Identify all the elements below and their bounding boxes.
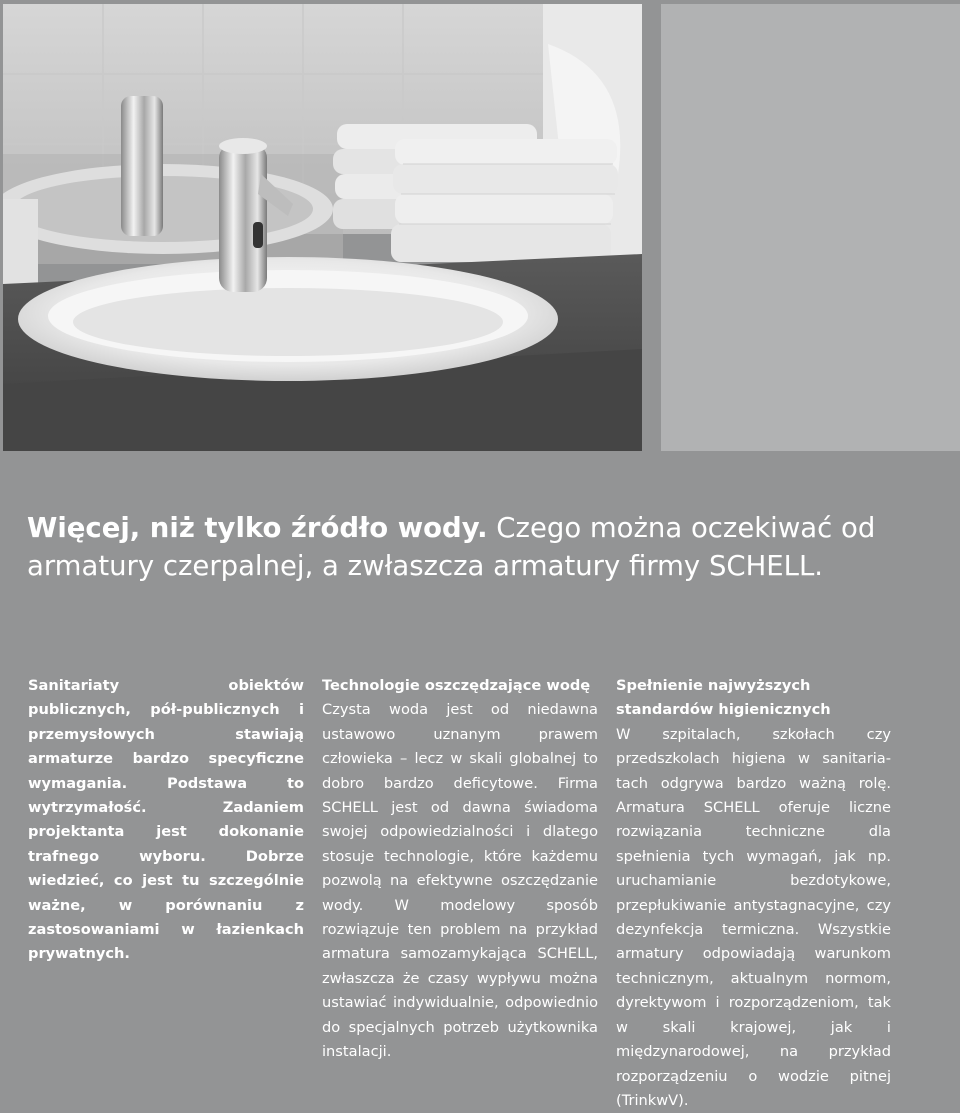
hygiene-title-line2: standardów higienicznych bbox=[616, 701, 831, 719]
hygiene-text: W szpitalach, szkołach czy przedszkolach higiena w sanitariatach odgrywa bardzo ważną rolę. Armatura SCHELL oferuje liczne rozwiązania techniczne dla spełnienia tych wymagań, jak np. uruchamianie bezdotykowe, przepłukiwanie antystagnacyjne, czy dezynfekcja termiczna. Wszystkie armatury odpowiadają warunkom technicznym, aktualnym normom, dyrektywom i rozporządzeniom, tak w skali krajowej, jak i międzynarodowej, na przykład rozporządzeniu o wodzie pitnej (TrinkwV). bbox=[616, 725, 891, 1109]
hygiene-title-line1: Spełnienie najwyższych bbox=[616, 677, 811, 694]
towel-stack bbox=[333, 124, 618, 262]
headline-rest: Czego można oczekiwać od armatury czerpalnej, a zwłaszcza armatury firmy SCHELL. bbox=[27, 512, 876, 582]
headline-bold: Więcej, niż tylko źródło wody. bbox=[27, 512, 488, 544]
water-saving-text: Czysta woda jest od niedawna ustawowo uznanym prawem człowieka – lecz w skali globalnej to dobro bardzo deficytowe. Firma SCHELL jest od dawna świadoma swojej odpowiedzialności i dlatego stosuje technologie, które każdemu pozwolą na efektywne oszczędzanie wody. W modelowy sposób rozwiązuje ten problem na przykład armatura samozamykająca SCHELL, zwłaszcza że czasy wypływu można ustawiać indywidualnie, odpowiednio do specjalnych potrzeb użytkownika instalacji. bbox=[322, 701, 598, 1061]
column-hygiene bbox=[616, 674, 891, 1113]
water-saving-title: Technologie oszczędzające wodę bbox=[322, 677, 591, 694]
column-water-saving bbox=[322, 674, 598, 1065]
reflected-tap bbox=[121, 96, 163, 236]
grey-panel bbox=[661, 4, 960, 451]
intro-text: Sanitariaty obiektów publicznych, pół-publicznych i przemysłowych stawiają armaturze bardzo specyficzne wymagania. Podstawa to wytrzymałość. Zadaniem projektanta jest dokonanie trafnego wyboru. Dobrze wiedzieć, co jest tu szczególnie ważne, w porównaniu z zastosowaniami w łazienkach prywatnych. bbox=[28, 677, 304, 963]
headline bbox=[27, 509, 937, 585]
column-intro bbox=[28, 674, 304, 967]
washbasin-photo bbox=[3, 4, 642, 451]
